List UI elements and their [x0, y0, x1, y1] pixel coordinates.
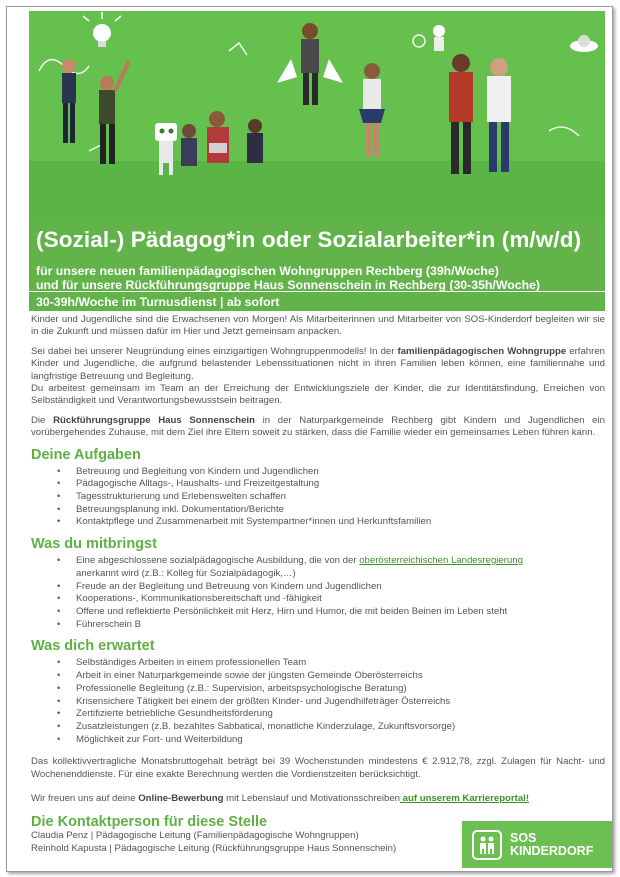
government-link[interactable]: oberösterreichischen Landesregierung — [359, 555, 523, 567]
job-title: (Sozial-) Pädagog*in oder Sozialarbeiter*in (m/w/d) — [29, 221, 605, 264]
requirement-text-b: anerkannt wird (z.B.: Kolleg für Sozialpädagogik,…) — [76, 567, 296, 579]
contact-person-1: Claudia Penz | Pädagogische Leitung (Familienpädagogische Wohngruppen) — [31, 829, 359, 841]
list-item: • Kontaktpflege und Zusammenarbeit mit Systempartner*innen und Herkunftsfamilien — [57, 516, 605, 529]
subtitle-line-2: und für unsere Rückführungsgruppe Haus Sonnenschein in Rechberg (30-35h/Woche) — [36, 278, 541, 292]
list-item: • Zertifizierte betriebliche Gesundheitsförderung — [57, 708, 605, 721]
list-item — [57, 555, 605, 580]
salary-info: Das kollektivvertragliche Monatsbruttogehalt beträgt bei 39 Wochenstunden mindestens € 2.912,78, zzgl. Zulagen für Nacht- und Wochenenddienste. Für eine exakte Berechnung werden die Vordienstzeiten berücksichtigt. — [31, 756, 605, 780]
list-item: • Freude an der Begleitung und Betreuung von Kindern und Jugendlichen — [57, 581, 605, 594]
sos-kinderdorf-logo — [462, 821, 613, 868]
intro-p3-text-b: in der Naturparkgemeinde Rechberg gibt Kindern und Jugendlichen ein vorübergehendes Zuhause, mit dem Ziel ihre Eltern soweit zu stärken, dass die Familie wieder ein gemeinsames Leben führen kann. — [31, 414, 605, 439]
job-content — [31, 314, 605, 855]
offer-heading: Was dich erwartet — [31, 638, 155, 655]
apply-text-b: mit Lebenslauf und Motivationsschreiben — [223, 793, 401, 805]
intro-p2-text-c: Du arbeitest gemeinsam im Team an der Erreichung der Entwicklungsziele der Kinder, die zur Identitätsfindung, Erreichen von Selbständigkeit und Verantwortungsbewusstsein beitragen. — [31, 383, 605, 407]
children-illustration — [29, 11, 605, 221]
job-subtitle — [29, 264, 605, 291]
apply-bold: Online-Bewerbung — [138, 793, 224, 805]
list-item: • Tagesstrukturierung und Erlebenswelten schaffen — [57, 491, 605, 504]
sos-children-icon — [472, 830, 502, 860]
contact-person-2: Reinhold Kapusta | Pädagogische Leitung (Rückführungsgruppe Haus Sonnenschein) — [31, 842, 397, 854]
list-item: • Arbeit in einer Naturparkgemeinde sowie der jüngsten Gemeinde Oberösterreichs — [57, 670, 605, 683]
list-item: • Führerschein B — [57, 619, 605, 632]
logo-text — [510, 832, 593, 858]
list-item: • Betreuung und Begleitung von Kindern und Jugendlichen — [57, 466, 605, 479]
logo-line-2: KINDERDORF — [510, 843, 594, 858]
intro-p2-text-b: erfahren Kinder und Jugendliche, die aufgrund belastender Lebenssituationen nicht in ihren Familien leben können, eine familiennahe und langfristige Betreuung und Begleitung. — [31, 345, 605, 382]
tasks-heading: Deine Aufgaben — [31, 446, 141, 463]
list-item: • Krisensichere Tätigkeit bei einem der größten Kinder- und Jugendhilfeträger Österreichs — [57, 696, 605, 709]
list-item: • Kooperations-, Kommunikationsbereitschaft und -fähigkeit — [57, 593, 605, 606]
list-item: • Möglichkeit zur Fort- und Weiterbildung — [57, 734, 605, 747]
offer-list — [57, 657, 605, 746]
subtitle-line-1: für unsere neuen familienpädagogischen Wohngruppen Rechberg (39h/Woche) — [36, 264, 499, 278]
intro-p2-bold: familienpädagogischen Wohngruppe — [397, 345, 567, 357]
intro-p3-bold: Rückführungsgruppe Haus Sonnenschein — [53, 414, 255, 426]
apply-text-a: Wir freuen uns auf deine — [31, 793, 139, 805]
logo-line-1: SOS — [510, 830, 537, 845]
requirements-list — [57, 555, 605, 631]
list-item: • Offene und reflektierte Persönlichkeit mit Herz, Hirn und Humor, die mit beiden Beinen im Leben steht — [57, 606, 605, 619]
requirement-text-a: Eine abgeschlossene sozialpädagogische Ausbildung, die von der — [76, 555, 360, 567]
intro-paragraph-3 — [31, 415, 605, 440]
job-posting-page — [6, 6, 613, 872]
contact-heading: Die Kontaktperson für diese Stelle — [31, 813, 268, 830]
apply-info — [31, 793, 605, 805]
astronaut-icon — [433, 25, 445, 51]
career-portal-link[interactable]: auf unserem Karriereportal! — [400, 793, 530, 805]
list-item: • Selbständiges Arbeiten in einem professionellen Team — [57, 657, 605, 670]
list-item: • Professionelle Begleitung (z.B.: Supervision, arbeitspsychologische Beratung) — [57, 683, 605, 696]
intro-p2-text-a: Sei dabei bei unserer Neugründung eines einzigartigen Wohngruppenmodells! In der — [31, 345, 398, 357]
list-item: • Zusatzleistungen (z.B. bezahltes Sabbatical, monatliche Kinderzulage, Zukunftsvorsorge) — [57, 721, 605, 734]
working-hours: 30-39h/Woche im Turnusdienst | ab sofort — [29, 292, 605, 311]
list-item: • Pädagogische Alltags-, Haushalts- und Freizeitgestaltung — [57, 478, 605, 491]
list-item: • Betreuungsplanung inkl. Dokumentation/Berichte — [57, 504, 605, 517]
intro-paragraph-2 — [31, 346, 605, 408]
hero-illustration — [29, 11, 605, 221]
intro-p3-text-a: Die — [31, 414, 54, 426]
requirements-heading: Was du mitbringst — [31, 536, 157, 553]
tasks-list — [57, 466, 605, 530]
intro-paragraph-1: Kinder und Jugendliche sind die Erwachsenen von Morgen! Als Mitarbeiterinnen und Mitarbeiter von SOS-Kinderdorf begleiten wir sie in die Zukunft und müssen dafür im Hier und Jetzt gemeinsam anpacken. — [31, 314, 605, 338]
